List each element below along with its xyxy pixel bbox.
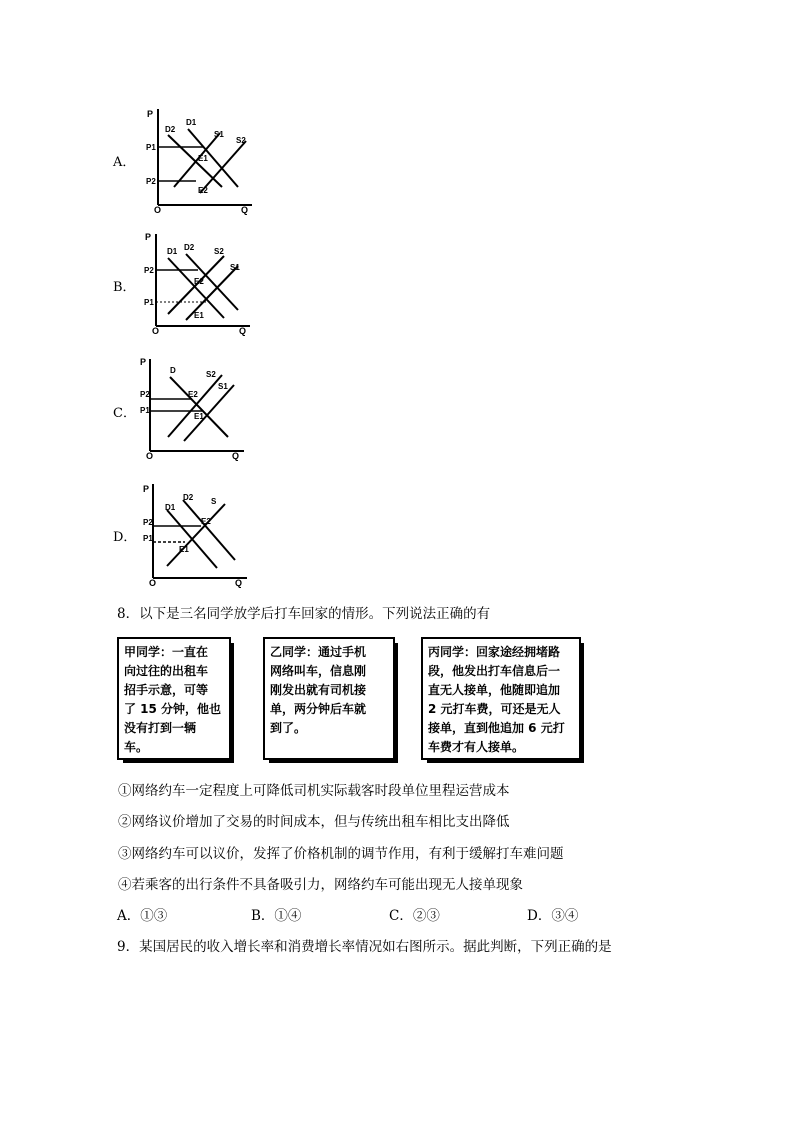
svg-text:E1: E1 (194, 412, 204, 421)
demand-curve-d2 (183, 500, 235, 560)
question-9-stem: 9．某国居民的收入增长率和消费增长率情况如右图所示。据此判断，下列正确的是 (117, 939, 612, 955)
svg-text:P: P (145, 232, 152, 242)
svg-text:D1: D1 (165, 503, 176, 512)
axis-p-label: P (147, 109, 154, 119)
option-b-label: B． (113, 280, 136, 295)
svg-text:O: O (146, 451, 154, 461)
graph-a (140, 105, 260, 215)
svg-text:P1: P1 (144, 298, 154, 307)
graph-c (132, 355, 252, 465)
svg-text:D: D (170, 366, 176, 375)
svg-text:E1: E1 (179, 545, 189, 554)
choice-b: B．①④ (251, 908, 302, 924)
svg-text:O: O (149, 578, 157, 588)
svg-text:E1: E1 (194, 311, 204, 320)
svg-text:S2: S2 (236, 136, 246, 145)
axis-q-label: Q (241, 205, 249, 215)
svg-text:S1: S1 (214, 130, 224, 139)
svg-text:P2: P2 (140, 390, 150, 399)
svg-text:S2: S2 (214, 247, 224, 256)
scenario-box-jia: 甲同学：一直在 向过往的出租车 招手示意，可等 了 15 分钟，他也 没有打到一辆 车。 (117, 637, 231, 760)
svg-text:E2: E2 (198, 186, 208, 195)
svg-text:E2: E2 (194, 277, 204, 286)
svg-text:D2: D2 (165, 125, 176, 134)
statement-2: ②网络议价增加了交易的时间成本，但与传统出租车相比支出降低 (118, 814, 510, 830)
statement-4: ④若乘客的出行条件不具备吸引力，网络约车可能出现无人接单现象 (118, 877, 523, 893)
option-d-label: D． (113, 530, 137, 545)
svg-text:P1: P1 (146, 143, 156, 152)
svg-text:Q: Q (239, 326, 247, 336)
option-a-label: A． (113, 155, 136, 170)
axis-o-label: O (154, 205, 162, 215)
question-8-stem: 8．以下是三名同学放学后打车回家的情形。下列说法正确的有 (117, 606, 491, 622)
svg-text:P2: P2 (143, 518, 153, 527)
svg-text:D1: D1 (167, 247, 178, 256)
svg-text:Q: Q (232, 451, 240, 461)
svg-text:P2: P2 (144, 266, 154, 275)
svg-text:E1: E1 (198, 154, 208, 163)
svg-text:E2: E2 (201, 517, 211, 526)
svg-text:O: O (152, 326, 160, 336)
svg-text:E2: E2 (188, 390, 198, 399)
graph-d (135, 480, 255, 590)
graph-b (138, 230, 258, 340)
option-c-label: C． (113, 406, 136, 421)
svg-text:S: S (211, 497, 217, 506)
svg-text:S2: S2 (206, 370, 216, 379)
svg-text:P2: P2 (146, 177, 156, 186)
svg-text:P: P (143, 484, 150, 494)
scenario-box-bing: 丙同学：回家途经拥堵路 段，他发出打车信息后一 直无人接单，他随即追加 2 元打车费，可还是无人 接单，直到他追加 6 元打 车费才有人接单。 (421, 637, 581, 760)
svg-text:D2: D2 (183, 493, 194, 502)
scenario-box-yi: 乙同学：通过手机 网络叫车，信息刚 刚发出就有司机接 单，两分钟后车就 到了。 (263, 637, 395, 760)
choice-a: A．①③ (117, 908, 168, 924)
svg-text:D2: D2 (184, 243, 195, 252)
statement-3: ③网络约车可以议价，发挥了价格机制的调节作用，有利于缓解打车难问题 (118, 846, 564, 862)
svg-text:Q: Q (235, 578, 243, 588)
svg-text:S1: S1 (230, 263, 240, 272)
svg-text:P: P (140, 357, 147, 367)
choice-c: C．②③ (389, 908, 440, 924)
statement-1: ①网络约车一定程度上可降低司机实际载客时段单位里程运营成本 (118, 783, 510, 799)
svg-text:P1: P1 (140, 406, 150, 415)
svg-text:D1: D1 (186, 118, 197, 127)
supply-curve-s (167, 504, 225, 566)
choice-d: D．③④ (527, 908, 579, 924)
svg-text:S1: S1 (218, 382, 228, 391)
svg-text:P1: P1 (143, 534, 153, 543)
